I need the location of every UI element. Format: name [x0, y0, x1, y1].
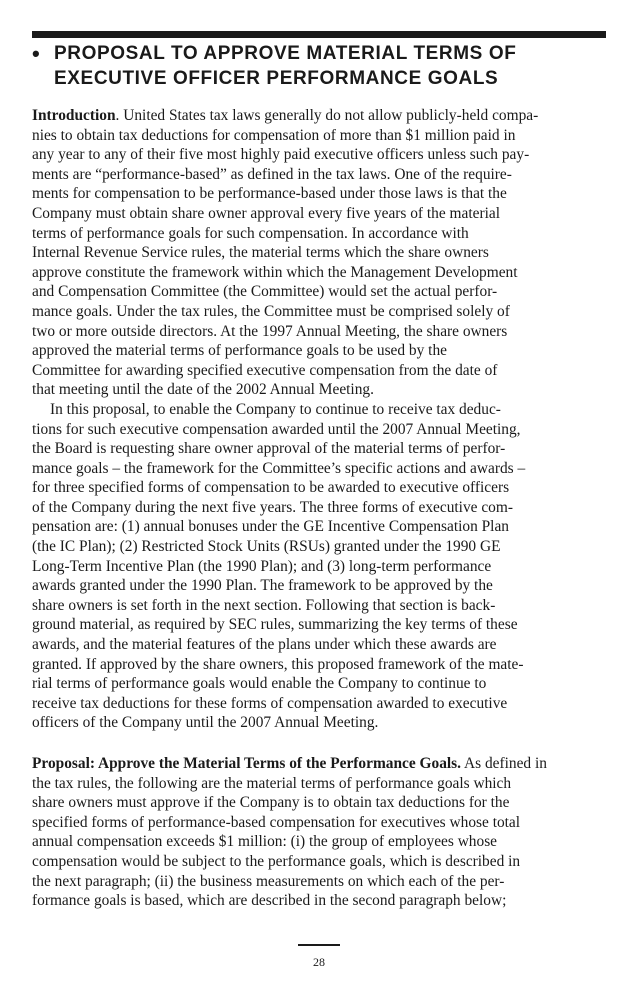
p2-line-9: awards granted under the 1990 Plan. The framework to be approved by the — [32, 577, 493, 595]
intro-line-5: Company must obtain share owner approval every five years of the material — [32, 204, 500, 222]
intro-line-12: approved the material terms of performance goals to be used by the — [32, 342, 447, 360]
proposal-line — [32, 754, 610, 774]
p2-line-0: In this proposal, to enable the Company to continue to receive tax deduc- — [50, 400, 501, 418]
page-number: 28 — [313, 955, 325, 969]
p2-line-3: mance goals – the framework for the Committee’s specific actions and awards – — [32, 459, 526, 477]
heading-bullet: • — [32, 41, 41, 66]
p2-line-11: ground material, as required by SEC rules, summarizing the key terms of these — [32, 616, 518, 634]
intro-line-14: that meeting until the date of the 2002 Annual Meeting. — [32, 381, 374, 399]
p2-line-1: tions for such executive compensation awarded until the 2007 Annual Meeting, — [32, 420, 521, 438]
p2-line-15: receive tax deductions for these forms of compensation awarded to executive — [32, 694, 508, 712]
proposal-line-2: share owners must approve if the Company is to obtain tax deductions for the — [32, 794, 510, 812]
heading-line-2: EXECUTIVE OFFICER PERFORMANCE GOALS — [54, 68, 499, 89]
intro-line-8: approve constitute the framework within which the Management Development — [32, 263, 518, 281]
proposal-line-1: the tax rules, the following are the material terms of performance goals which — [32, 774, 512, 792]
p2-line-6: pensation are: (1) annual bonuses under the GE Incentive Compensation Plan — [32, 518, 509, 536]
p2-line-12: awards, and the material features of the plans under which these awards are — [32, 636, 497, 654]
intro-line-13: Committee for awarding specified executive compensation from the date of — [32, 361, 498, 379]
section-heading — [32, 41, 606, 91]
proposal-lead: Proposal: Approve the Material Terms of the Performance Goals. — [32, 755, 462, 772]
intro-line — [32, 106, 610, 126]
intro-line-10: mance goals. Under the tax rules, the Committee must be comprised solely of — [32, 302, 510, 320]
proposal-line-3: specified forms of performance-based compensation for executives whose total — [32, 813, 521, 831]
intro-line-3: ments are “performance-based” as defined in the tax laws. One of the require- — [32, 165, 512, 183]
intro-line-1: nies to obtain tax deductions for compensation of more than $1 million paid in — [32, 126, 516, 144]
intro-line-4: ments for compensation to be performance-based under those laws is that the — [32, 185, 507, 203]
paragraph-gap — [32, 733, 610, 754]
proposal-line-7: formance goals is based, which are described in the second paragraph below; — [32, 892, 507, 910]
proposal-line-0: As defined in — [461, 755, 547, 772]
p2-line-10: share owners is set forth in the next section. Following that section is back- — [32, 596, 496, 614]
p2-line-8: Long-Term Incentive Plan (the 1990 Plan); and (3) long-term performance — [32, 557, 492, 575]
top-rule — [32, 31, 606, 38]
p2-line-13: granted. If approved by the share owners, this proposed framework of the mate- — [32, 655, 524, 673]
heading-line-1: PROPOSAL TO APPROVE MATERIAL TERMS OF — [54, 43, 517, 64]
intro-line-11: two or more outside directors. At the 1997 Annual Meeting, the share owners — [32, 322, 508, 340]
p2-line-16: officers of the Company until the 2007 Annual Meeting. — [32, 714, 379, 732]
p2-line-2: the Board is requesting share owner approval of the material terms of perfor- — [32, 440, 506, 458]
p2-line-5: of the Company during the next five years. The three forms of executive com- — [32, 498, 513, 516]
proposal-line-4: annual compensation exceeds $1 million: (i) the group of employees whose — [32, 833, 498, 851]
proposal-line-5: compensation would be subject to the performance goals, which is described in — [32, 852, 521, 870]
intro-lead: Introduction — [32, 107, 116, 124]
p2-line-7: (the IC Plan); (2) Restricted Stock Units (RSUs) granted under the 1990 GE — [32, 538, 501, 556]
intro-line-2: any year to any of their five most highly paid executive officers unless such pay- — [32, 146, 530, 164]
proposal-line-6: the next paragraph; (ii) the business measurements on which each of the per- — [32, 872, 505, 890]
p2-line-4: for three specified forms of compensation to be awarded to executive officers — [32, 479, 510, 497]
footer-rule — [298, 944, 340, 946]
p2-line-14: rial terms of performance goals would enable the Company to continue to — [32, 675, 487, 693]
intro-line-7: Internal Revenue Service rules, the material terms which the share owners — [32, 244, 489, 262]
body-text — [32, 106, 610, 911]
intro-line-6: terms of performance goals for such compensation. In accordance with — [32, 224, 469, 242]
intro-line-9: and Compensation Committee (the Committee) would set the actual perfor- — [32, 283, 498, 301]
intro-line-0: . United States tax laws generally do not allow publicly-held compa- — [115, 107, 539, 124]
